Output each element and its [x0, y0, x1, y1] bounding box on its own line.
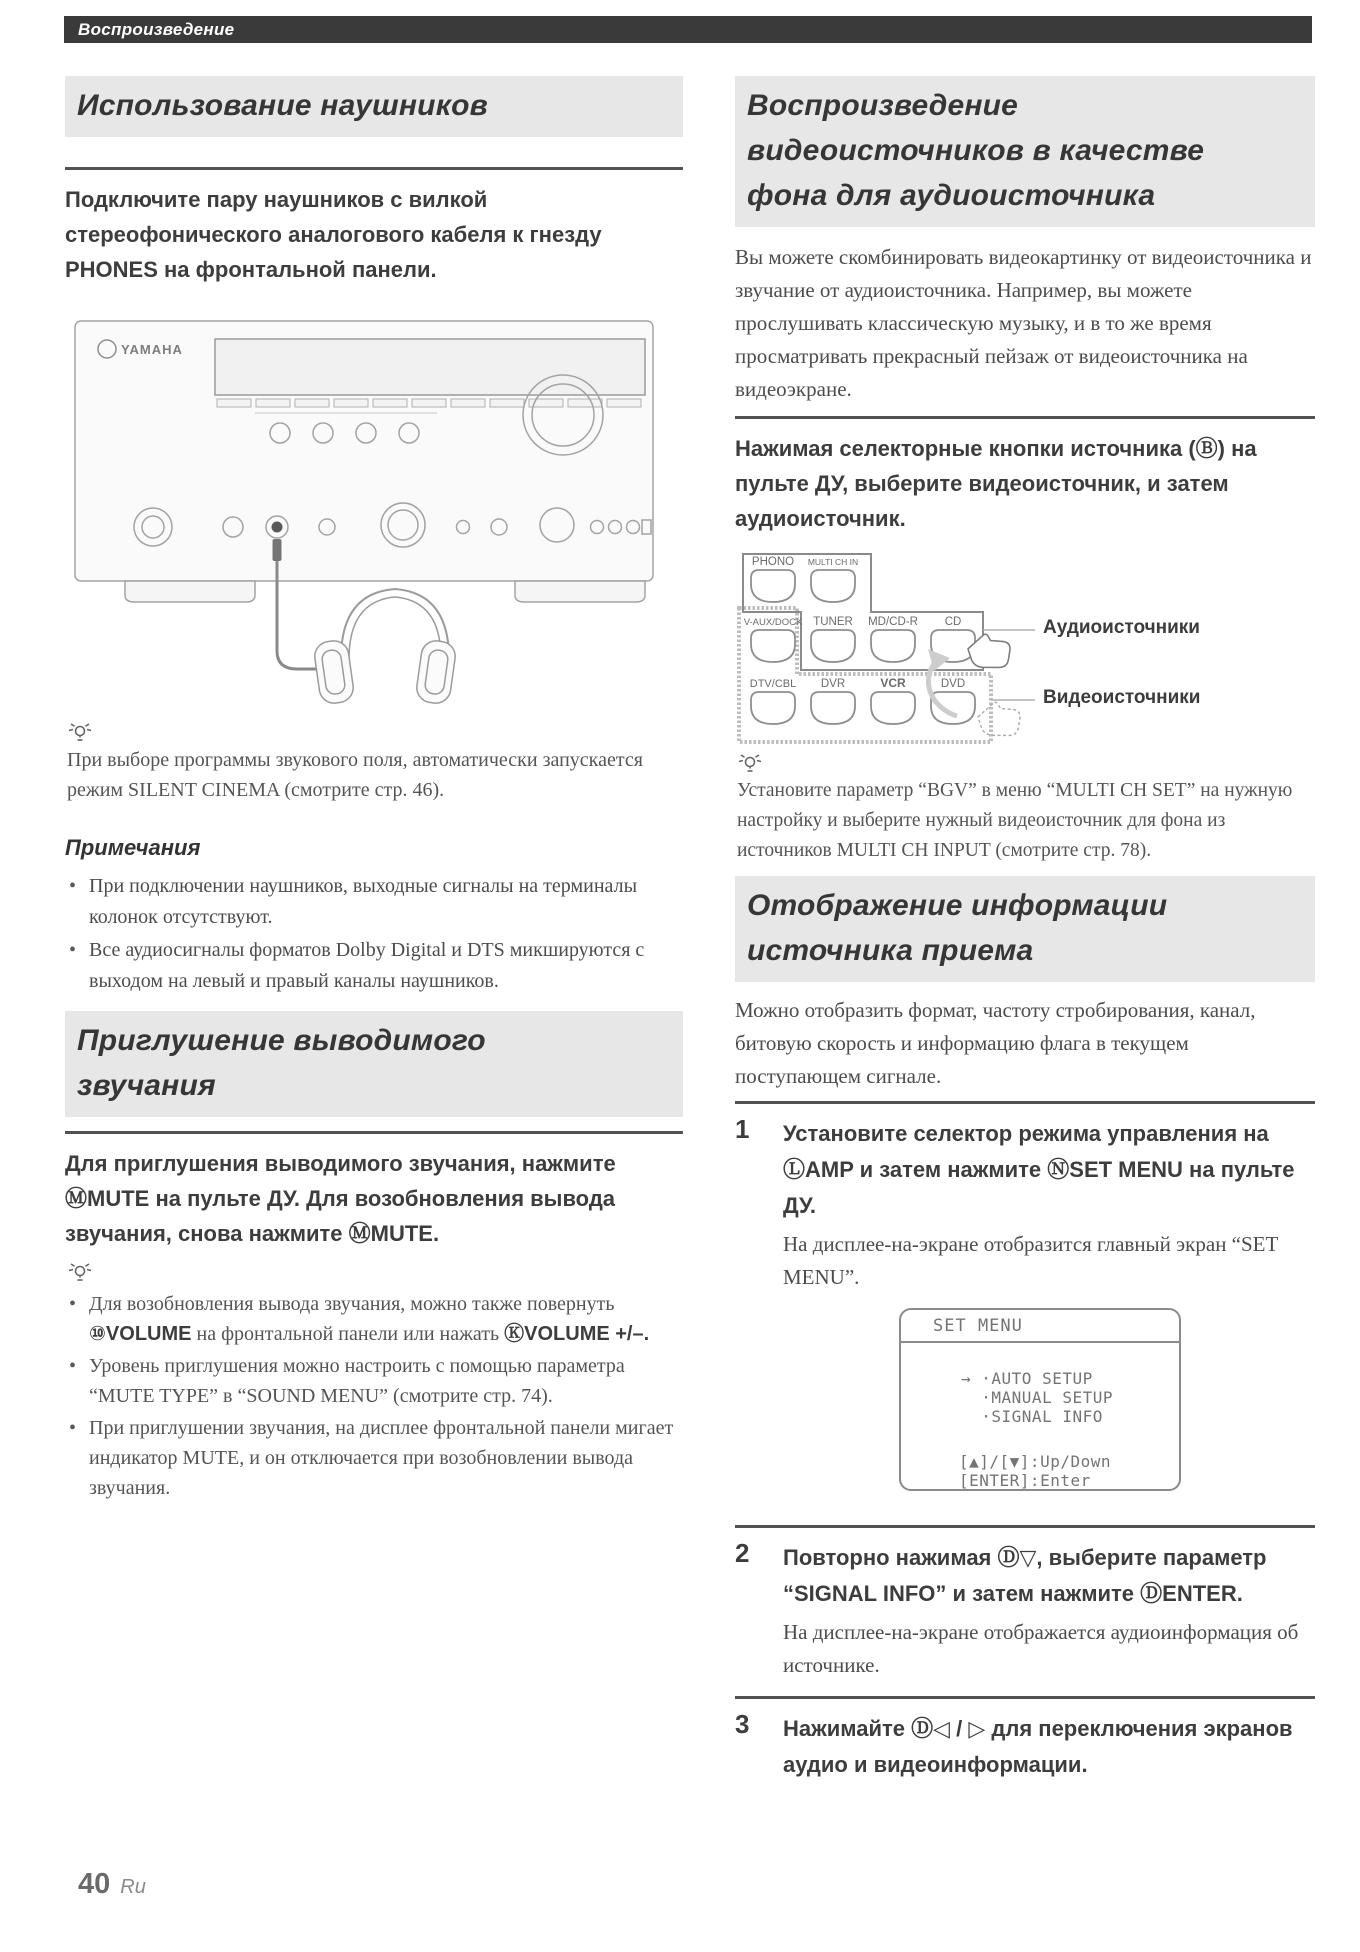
section-header-bar [64, 16, 1312, 43]
bgv-action: Нажимая селекторные кнопки источника (Ⓑ) на пульте ДУ, выберите видеоисточник, и затем аудиоисточник. [735, 436, 1257, 531]
page-number: 40 [78, 1868, 111, 1900]
left-column [65, 76, 683, 1505]
ear-cup-right [415, 639, 457, 705]
set-menu-osd [899, 1308, 1181, 1491]
step-number: 3 [735, 1709, 750, 1739]
button-dvr[interactable] [811, 692, 855, 724]
headphones-intro: Подключите пару наушников с вилкой стереофонического аналогового кабеля к гнезду PHONES на фронтальной панели. [65, 187, 602, 282]
receiver-svg [65, 307, 665, 717]
tip-icon [737, 752, 763, 774]
receiver-foot-right [515, 581, 645, 602]
note-item: • При подключении наушников, выходные сигналы на терминалы колонок отсутствуют. [65, 871, 683, 933]
remote-buttons-figure [735, 550, 1315, 750]
heading-using-headphones: Использование наушников [65, 76, 683, 137]
osd-menu-item-auto-setup: → ·AUTO SETUP [961, 1369, 1093, 1388]
button-phono[interactable] [751, 570, 795, 602]
divider [735, 1525, 1315, 1528]
tip-icon [67, 1261, 93, 1283]
receiver-foot-left [125, 581, 255, 602]
mute-tips-list [65, 1289, 683, 1503]
button-dvd[interactable] [931, 692, 975, 724]
osd-title: SET MENU [901, 1310, 1179, 1343]
step-number: 2 [735, 1538, 750, 1568]
step-1 [735, 1116, 1315, 1491]
step-number: 1 [735, 1114, 750, 1144]
button-dtv-cbl[interactable] [751, 692, 795, 724]
divider [65, 1131, 683, 1134]
page-language: Ru [120, 1876, 146, 1898]
step-body: На дисплее-на-экране отобразится главный экран “SET MENU”. [783, 1232, 1278, 1289]
headphones [313, 589, 457, 705]
svg-text:CD: CD [944, 616, 962, 628]
button-multi-ch-in[interactable] [811, 570, 855, 602]
svg-text:PHONO: PHONO [751, 556, 795, 568]
step-body: На дисплее-на-экране отображается аудиоинформация об источнике. [783, 1620, 1299, 1677]
divider [735, 416, 1315, 419]
tip-item: • Для возобновления вывода звучания, можно также повернуть ⑩VOLUME на фронтальной панели или нажать ⓀVOLUME +/–. [65, 1289, 683, 1349]
step-head: Повторно нажимая Ⓓ▽, выберите параметр “SIGNAL INFO” и затем нажмите ⒹENTER. [783, 1545, 1267, 1606]
step-3 [735, 1711, 1315, 1783]
button-tuner[interactable] [811, 630, 855, 662]
divider [735, 1101, 1315, 1104]
step-2 [735, 1540, 1315, 1682]
remote-svg [735, 550, 1035, 750]
bgv-intro: Вы можете скомбинировать видеокартинку от видеоисточника и звучание от аудиоисточника. Например, вы можете прослушивать классическую музыку, и в то же время просматривать прекрасный пейзаж от видеоисточника на видеоэкране. [735, 245, 1312, 401]
silent-cinema-tip: При выборе программы звукового поля, автоматически запускается режим SILENT CINEMA (смотрите стр. 46). [67, 749, 643, 801]
svg-text:TUNER: TUNER [813, 616, 853, 628]
headphone-plug [273, 539, 282, 561]
note-item: • Все аудиосигналы форматов Dolby Digital и DTS микшируются с выходом на левый и правый каналы наушников. [65, 935, 683, 997]
ghost-hand-icon [975, 696, 1025, 743]
osd-menu-item-manual-setup: ·MANUAL SETUP [961, 1388, 1113, 1407]
section-header-label: Воспроизведение [78, 19, 235, 39]
tip-item: • Уровень приглушения можно настроить с помощью параметра “MUTE TYPE” в “SOUND MENU” (смотрите стр. 74). [65, 1351, 683, 1411]
divider [65, 167, 683, 170]
bgv-tip: Установите параметр “BGV” в меню “MULTI CH SET” на нужную настройку и выберите нужный видеоисточник для фона из источников MULTI CH INPUT (смотрите стр. 78). [737, 780, 1293, 861]
svg-text:VCR: VCR [880, 676, 906, 690]
svg-text:V-AUX/DOCK: V-AUX/DOCK [743, 617, 803, 628]
tip-icon [67, 721, 93, 743]
osd-menu-item-signal-info: ·SIGNAL INFO [961, 1407, 1103, 1426]
right-column [735, 76, 1315, 1783]
button-vcr[interactable] [871, 692, 915, 724]
divider [735, 1696, 1315, 1699]
osd-hint-updown: [▲]/[▼]:Up/Down [959, 1452, 1111, 1471]
mute-instruction: Для приглушения выводимого звучания, нажмите ⓂMUTE на пульте ДУ. Для возобновления вывода звучания, снова нажмите ⓂMUTE. [65, 1151, 616, 1246]
osd-hints [901, 1452, 1179, 1490]
button-md-cd-r[interactable] [871, 630, 915, 662]
page-footer [78, 1868, 146, 1901]
svg-text:MD/CD-R: MD/CD-R [868, 616, 918, 628]
svg-text:DVD: DVD [940, 678, 966, 690]
step-head: Нажимайте Ⓓ◁ / ▷ для переключения экранов аудио и видеоинформации. [783, 1716, 1293, 1777]
heading-signal-info: Отображение информации источника приема [735, 876, 1315, 982]
display-button-strip [217, 399, 641, 407]
remote-buttons [751, 570, 975, 724]
osd-hint-enter: [ENTER]:Enter [959, 1471, 1091, 1490]
front-display [215, 339, 645, 395]
tip-item: • При приглушении звучания, на дисплее фронтальной панели мигает индикатор MUTE, и он отключается при возобновлении вывода звучания. [65, 1413, 683, 1503]
audio-sources-label: Аудиоисточники [1043, 617, 1200, 638]
osd-body [901, 1343, 1179, 1489]
signal-info-intro: Можно отобразить формат, частоту стробирования, канал, битовую скорость и информацию флага в текущем поступающем сигнале. [735, 998, 1256, 1088]
svg-text:DTV/CBL: DTV/CBL [749, 678, 797, 690]
notes-list [65, 871, 683, 997]
heading-muting-sound: Приглушение выводимого звучания [65, 1011, 683, 1117]
heading-bgv-playback: Воспроизведение видеоисточников в качестве фона для аудиоисточника [735, 76, 1315, 227]
svg-text:MULTI CH IN: MULTI CH IN [807, 557, 859, 567]
button-v-aux-dock[interactable] [751, 630, 795, 662]
notes-title: Примечания [65, 835, 201, 860]
brand-text: YAMAHA [121, 342, 183, 357]
svg-text:DVR: DVR [820, 678, 846, 690]
receiver-illustration [65, 307, 683, 717]
video-sources-label: Видеоисточники [1043, 687, 1201, 708]
step-head: Установите селектор режима управления на ⓁAMP и затем нажмите ⓃSET MENU на пульте ДУ. [783, 1121, 1295, 1218]
